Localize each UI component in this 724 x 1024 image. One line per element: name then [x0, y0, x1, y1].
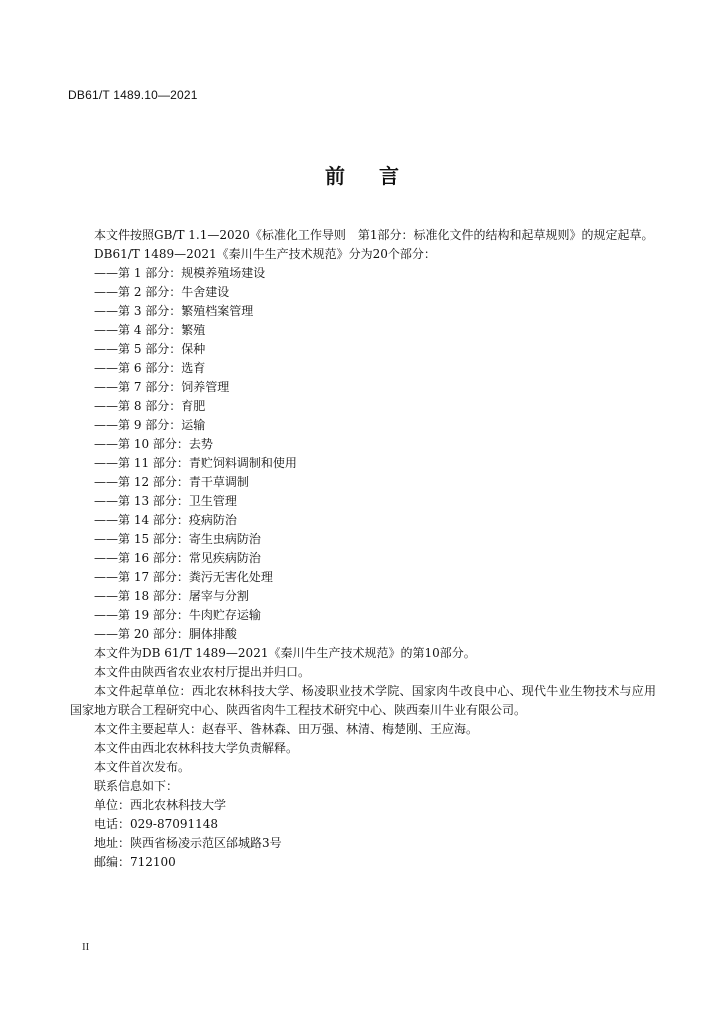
list-item: ——第 11 部分：青贮饲料调制和使用: [94, 456, 297, 470]
foreword-body: [70, 226, 656, 872]
list-item: ——第 14 部分：疫病防治: [94, 513, 237, 527]
contact-unit: 单位：西北农林科技大学: [94, 798, 227, 812]
list-item: ——第 1 部分：规模养殖场建设: [94, 266, 266, 280]
contact-block: [70, 777, 656, 872]
list-item: ——第 5 部分：保种: [94, 342, 206, 356]
series-statement-paragraph: DB61/T 1489—2021《秦川牛生产技术规范》分为20个部分：: [94, 247, 436, 261]
drafters-paragraph: 本文件主要起草人：赵春平、昝林森、田万强、林清、梅楚刚、王应海。: [94, 722, 479, 736]
page-title: 前言: [325, 164, 433, 188]
contact-phone: 电话：029-87091148: [94, 817, 219, 831]
part-identity-paragraph: 本文件为DB 61/T 1489—2021《秦川牛生产技术规范》的第10部分。: [94, 646, 476, 660]
interpretation-paragraph: 本文件由西北农林科技大学负责解释。: [94, 741, 299, 755]
page-number: II: [82, 941, 90, 953]
list-item: ——第 7 部分：饲养管理: [94, 380, 230, 394]
list-item: ——第 2 部分：牛舍建设: [94, 285, 230, 299]
proposer-paragraph: 本文件由陕西省农业农村厅提出并归口。: [94, 665, 311, 679]
list-item: ——第 19 部分：牛肉贮存运输: [94, 608, 261, 622]
list-item: ——第 15 部分：寄生虫病防治: [94, 532, 261, 546]
list-item: ——第 10 部分：去势: [94, 437, 213, 451]
drafting-rule-paragraph: 本文件按照GB/T 1.1—2020《标准化工作导则 第1部分：标准化文件的结构和起草规则》的规定起草。: [94, 228, 654, 242]
list-item: ——第 18 部分：屠宰与分割: [94, 589, 249, 603]
list-item: ——第 13 部分：卫生管理: [94, 494, 237, 508]
list-item: ——第 6 部分：选育: [94, 361, 206, 375]
contact-heading: 联系信息如下：: [94, 779, 179, 793]
list-item: ——第 12 部分：青干草调制: [94, 475, 249, 489]
contact-postcode: 邮编：712100: [94, 855, 176, 869]
first-release-paragraph: 本文件首次发布。: [94, 760, 191, 774]
drafting-units-paragraph: 本文件起草单位：西北农林科技大学、杨凌职业技术学院、国家肉牛改良中心、现代牛业生物技术与应用国家地方联合工程研究中心、陕西省肉牛工程技术研究中心、陕西秦川牛业有限公司。: [70, 684, 656, 717]
contact-address: 地址：陕西省杨凌示范区邰城路3号: [94, 836, 282, 850]
list-item: ——第 8 部分：育肥: [94, 399, 206, 413]
list-item: ——第 3 部分：繁殖档案管理: [94, 304, 254, 318]
list-item: ——第 16 部分：常见疾病防治: [94, 551, 261, 565]
list-item: ——第 17 部分：粪污无害化处理: [94, 570, 273, 584]
standard-code: DB61/T 1489.10—2021: [68, 88, 198, 102]
list-item: ——第 4 部分：繁殖: [94, 323, 206, 337]
list-item: ——第 20 部分：胴体排酸: [94, 627, 237, 641]
list-item: ——第 9 部分：运输: [94, 418, 206, 432]
parts-list: [70, 264, 656, 644]
